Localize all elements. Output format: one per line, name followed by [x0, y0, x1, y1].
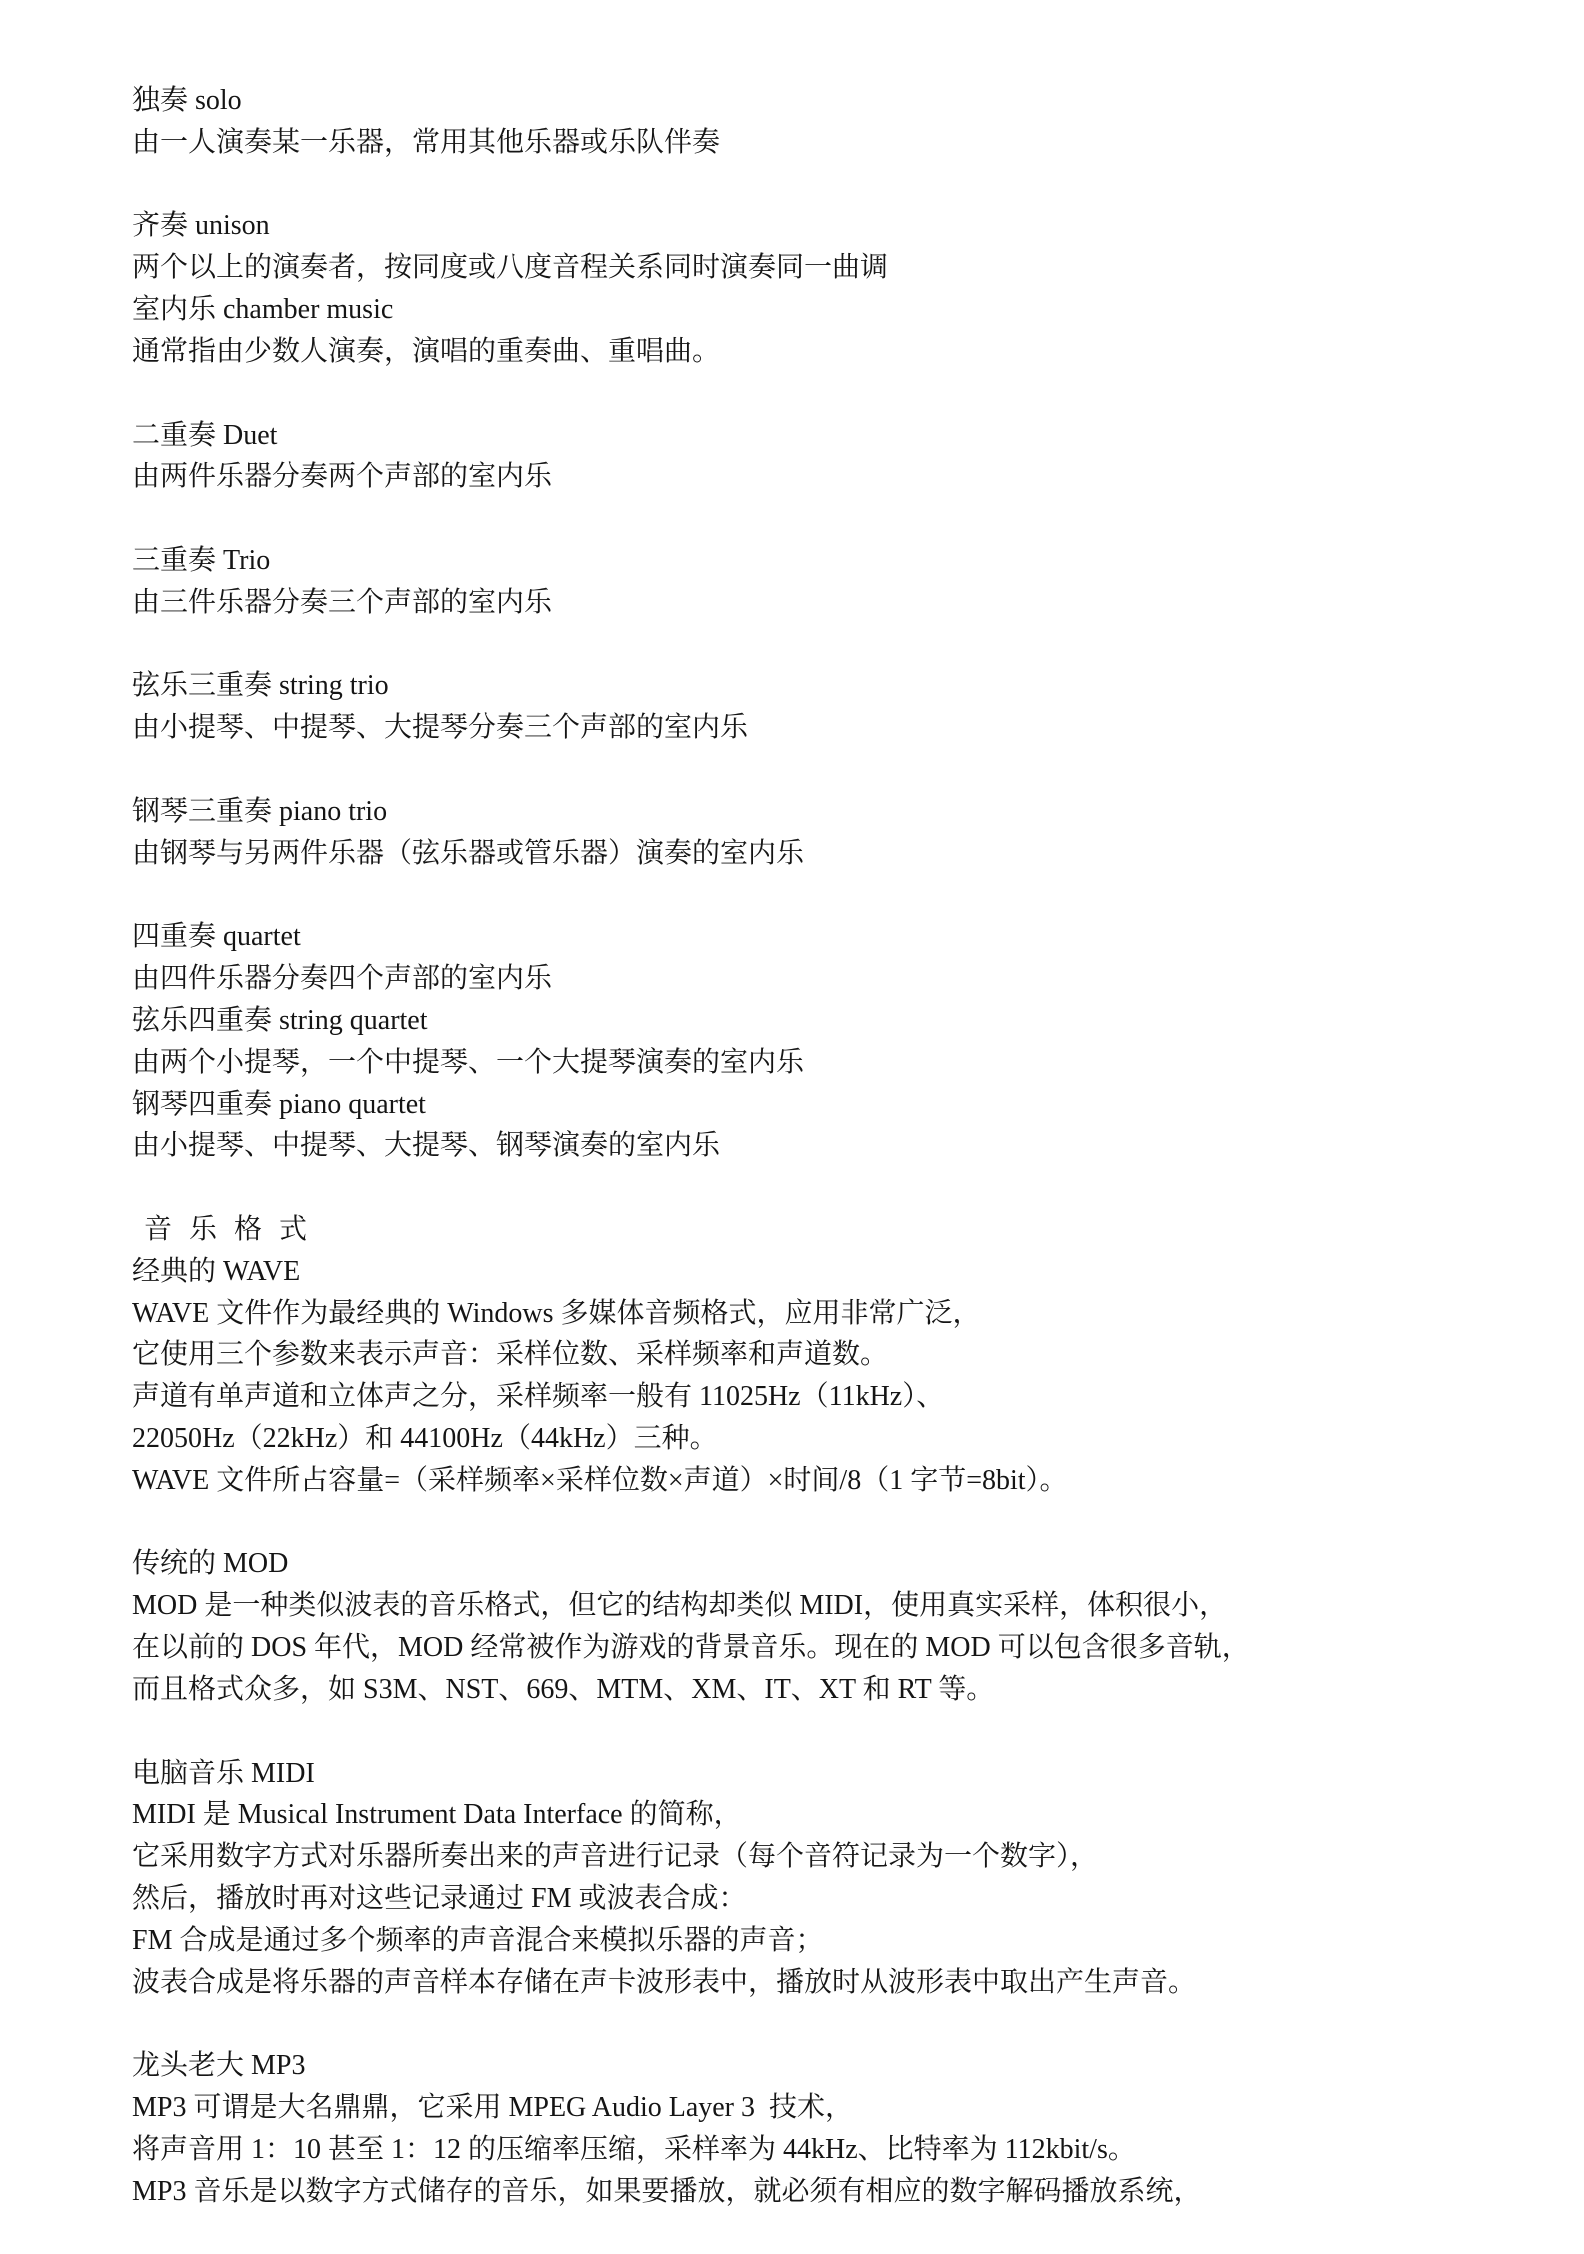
- section-heading: 音 乐 格 式: [144, 1213, 313, 1245]
- entry-text: WAVE 文件所占容量=（采样频率×采样位数×声道）×时间/8（1 字节=8bit）。: [132, 1464, 1068, 1496]
- entry-trio: [132, 540, 1532, 624]
- entry-text: 波表合成是将乐器的声音样本存储在声卡波形表中，播放时从波形表中取出产生声音。: [132, 1966, 1197, 1998]
- entry-text: 由三件乐器分奏三个声部的室内乐: [132, 586, 553, 618]
- entry-heading: 四重奏 quartet: [132, 921, 301, 953]
- entry-text: 两个以上的演奏者，按同度或八度音程关系同时演奏同一曲调: [132, 252, 889, 284]
- entry-text: MOD 是一种类似波表的音乐格式，但它的结构却类似 MIDI，使用真实采样，体积很小，: [132, 1590, 1228, 1622]
- entry-heading: 传统的 MOD: [132, 1548, 289, 1580]
- entry-text: 在以前的 DOS 年代，MOD 经常被作为游戏的背景音乐。现在的 MOD 可以包含很多音轨，: [132, 1632, 1250, 1664]
- entry-text: 由两个小提琴，一个中提琴、一个大提琴演奏的室内乐: [132, 1046, 805, 1078]
- entry-text: MP3 音乐是以数字方式储存的音乐，如果要播放，就必须有相应的数字解码播放系统，: [132, 2175, 1202, 2207]
- entry-unison: [132, 205, 1532, 372]
- entry-text: MIDI 是 Musical Instrument Data Interface 的简称，: [132, 1799, 742, 1831]
- entry-text: 它使用三个参数来表示声音：采样位数、采样频率和声道数。: [132, 1339, 889, 1371]
- entry-heading: 二重奏 Duet: [132, 419, 278, 451]
- entry-mod: [132, 1543, 1532, 1710]
- entry-text: WAVE 文件作为最经典的 Windows 多媒体音频格式，应用非常广泛，: [132, 1297, 981, 1329]
- entry-duet: [132, 415, 1532, 499]
- entry-heading: 齐奏 unison: [132, 210, 270, 242]
- entry-text: 声道有单声道和立体声之分，采样频率一般有 11025Hz（11kHz）、: [132, 1381, 945, 1413]
- entry-text: 22050Hz（22kHz）和 44100Hz（44kHz）三种。: [132, 1423, 718, 1454]
- entry-heading: 独奏 solo: [132, 85, 242, 116]
- document-page: [132, 80, 1532, 2254]
- entry-heading: 电脑音乐 MIDI: [132, 1757, 315, 1789]
- entry-heading: 龙头老大 MP3: [132, 2050, 306, 2082]
- entry-text: 由小提琴、中提琴、大提琴分奏三个声部的室内乐: [132, 712, 749, 744]
- entry-midi: [132, 1753, 1532, 2004]
- entry-piano-trio: [132, 791, 1532, 875]
- entry-text: 通常指由少数人演奏，演唱的重奏曲、重唱曲。: [132, 335, 721, 367]
- entry-solo: [132, 80, 1532, 164]
- entry-text: 由小提琴、中提琴、大提琴、钢琴演奏的室内乐: [132, 1130, 721, 1162]
- entry-heading: 钢琴三重奏 piano trio: [132, 795, 388, 827]
- entry-text: 由一人演奏某一乐器，常用其他乐器或乐队伴奏: [132, 126, 721, 158]
- entry-string-trio: [132, 665, 1532, 749]
- entry-heading: 钢琴四重奏 piano quartet: [132, 1088, 426, 1120]
- entry-heading: 室内乐 chamber music: [132, 294, 394, 326]
- entry-text: 将声音用 1：10 甚至 1：12 的压缩率压缩，采样率为 44kHz、比特率为 112kbit/s。: [132, 2133, 1136, 2165]
- entry-text: 而且格式众多，如 S3M、NST、669、MTM、XM、IT、XT 和 RT 等。: [132, 1673, 995, 1705]
- entry-text: FM 合成是通过多个频率的声音混合来模拟乐器的声音；: [132, 1924, 824, 1956]
- entry-text: 它采用数字方式对乐器所奏出来的声音进行记录（每个音符记录为一个数字），: [132, 1841, 1099, 1873]
- entry-mp3: [132, 2045, 1532, 2212]
- entry-text: 然后，播放时再对这些记录通过 FM 或波表合成：: [132, 1882, 747, 1914]
- entry-heading: 三重奏 Trio: [132, 544, 271, 576]
- entry-text: 由四件乐器分奏四个声部的室内乐: [132, 963, 553, 995]
- entry-text: 由钢琴与另两件乐器（弦乐器或管乐器）演奏的室内乐: [132, 837, 805, 869]
- entry-heading: 经典的 WAVE: [132, 1255, 301, 1287]
- entry-heading: 弦乐四重奏 string quartet: [132, 1004, 428, 1036]
- entry-text: 由两件乐器分奏两个声部的室内乐: [132, 461, 553, 493]
- section-music-formats: [132, 1209, 1532, 1502]
- entry-text: MP3 可谓是大名鼎鼎，它采用 MPEG Audio Layer 3 技术，: [132, 2092, 854, 2123]
- entry-quartet: [132, 916, 1532, 1167]
- entry-heading: 弦乐三重奏 string trio: [132, 670, 389, 702]
